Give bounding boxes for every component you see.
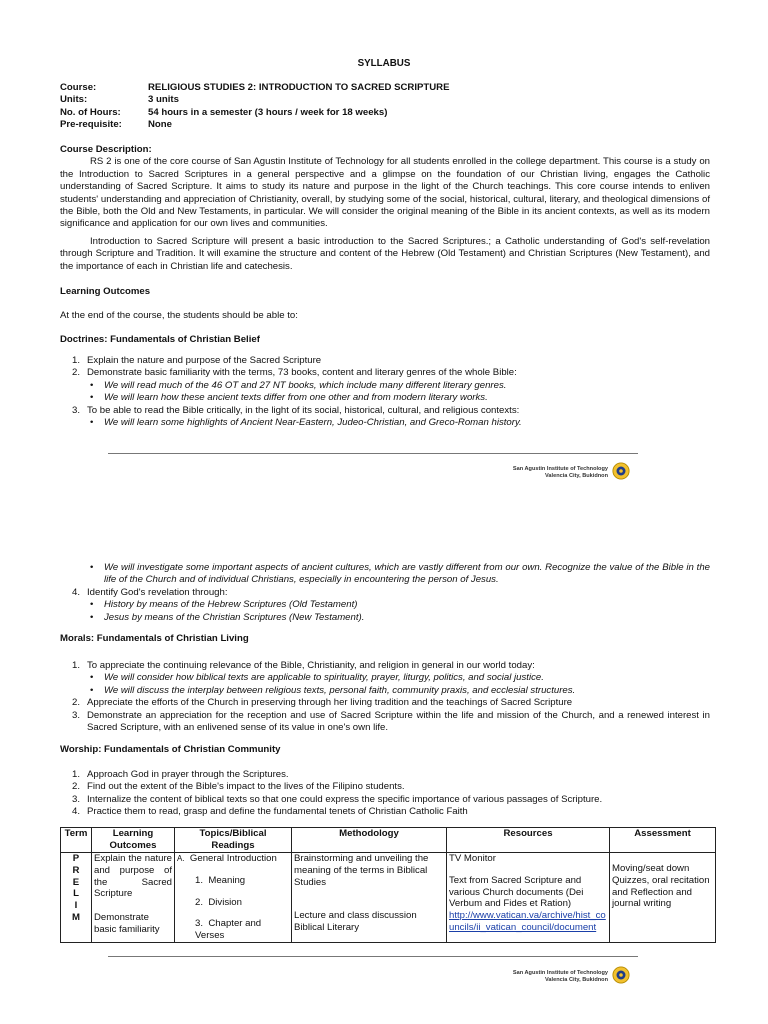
- list-item-text: Find out the extent of the Bible's impact to the lives of the Filipino students.: [87, 781, 405, 793]
- table-header: Topics/Biblical Readings: [175, 828, 292, 853]
- sub-item: • Jesus by means of the Christian Scriptures (New Testament).: [90, 611, 365, 623]
- list-item-text: To appreciate the continuing relevance of the Bible, Christianity, and religion in general in our world today:: [87, 660, 535, 671]
- meta-row-prereq: [60, 119, 720, 131]
- resource-1: TV Monitor: [449, 853, 496, 864]
- sub-item-text: History by means of the Hebrew Scriptures (Old Testament): [104, 599, 358, 611]
- list-item-text: To be able to read the Bible critically, in the light of its social, historical, cultural, and religious contexts:: [87, 404, 520, 416]
- table-header-row: [61, 828, 716, 853]
- table-row: [61, 853, 716, 943]
- meta-value: RELIGIOUS STUDIES 2: INTRODUCTION TO SACRED SCRIPTURE: [148, 82, 450, 93]
- sub-item-text: We will investigate some important aspects of ancient cultures, which are vastly different from our own. Recognize the value of the Bible in the life of the Church and of individual Christians, especially in encountering the person of Jesus.: [104, 562, 710, 586]
- footer-rule: [108, 956, 638, 957]
- footer-institution: [513, 466, 608, 480]
- topic-1: 1. Meaning: [195, 874, 246, 886]
- table-header: Resources: [447, 828, 610, 853]
- topic-a: A. General Introduction: [177, 853, 277, 864]
- sub-item-text: We will consider how biblical texts are applicable to spirituality, prayer, liturgy, politics, and social justice.: [104, 672, 544, 684]
- meta-key: No. of Hours:: [60, 106, 121, 118]
- page-title: SYLLABUS: [357, 58, 411, 69]
- table-header: Methodology: [292, 828, 447, 853]
- list-item: 2. Demonstrate basic familiarity with the terms, 73 books, content and literary genres of the whole Bible:: [72, 367, 517, 379]
- sub-item-text: We will discuss the interplay between religious texts, personal faith, community praxis, and ecclesial structures.: [104, 684, 576, 696]
- resources-cell: [447, 853, 610, 943]
- meta-row-units: [60, 94, 720, 106]
- list-item-text: Appreciate the efforts of the Church in preserving through her living tradition and the teachings of Sacred Scripture: [87, 697, 573, 709]
- sub-item: • We will learn how these ancient texts differ from one other and from modern literary works.: [90, 392, 488, 404]
- course-description-p1: RS 2 is one of the core course of San Agustin Institute of Technology for all students enrolled in the college department. This course is a study on the Introduction to Sacred Scriptures in a general perspective and a glimpse on the foundation of our Christian living, engages the Catholic understanding of Sacred Scripture. It aims to study its nature and purpose in the light of the Church teachings. This core course intends to enliven students' understanding and appreciation of Christianity, overall, by studying some of the social, historical, cultural, literary, and theological dimensions of the Bible, both the Old and New Testaments, in particular. We will consider the original meaning of the Bible in its ancient contexts, as well as its modern significance and application for our own lives and communities.: [60, 156, 710, 230]
- learning-outcomes-intro: At the end of the course, the students should be able to:: [60, 310, 298, 321]
- topic-2: 2. Division: [195, 896, 242, 908]
- topic-3-text: Chapter and Verses: [195, 918, 262, 942]
- list-item-text: Practice them to read, grasp and define the fundamental tenets of Christian Catholic Faith: [87, 806, 468, 818]
- list-item-text: Demonstrate an appreciation for the reception and use of Sacred Scripture within the life and mission of the Church, and a renewed interest in Sacred Scripture, with an enlivened sense of its value in one's own life.: [87, 709, 710, 734]
- method-2: Lecture and class discussion Biblical Literary: [294, 910, 417, 934]
- list-item-text: Identify God's revelation through:: [87, 586, 228, 598]
- worship-list: [60, 769, 710, 819]
- footer-line2: Valencia City, Bukidnon: [545, 473, 608, 479]
- syllabus-table: [60, 827, 716, 943]
- sub-item-text: We will learn some highlights of Ancient Near-Eastern, Judeo-Christian, and Greco-Roman history.: [104, 417, 522, 429]
- worship-heading: Worship: Fundamentals of Christian Community: [60, 744, 281, 755]
- topic-3: 3. Chapter and Verses: [195, 918, 262, 942]
- list-item: 1. Explain the nature and purpose of the Sacred Scripture: [72, 355, 322, 366]
- meta-row-hours: [60, 107, 720, 119]
- resource-link[interactable]: http://www.vatican.va/archive/hist_councils/ii_vatican_council/document: [449, 910, 606, 933]
- sub-item: • We will discuss the interplay between religious texts, personal faith, community praxis, and ecclesial structures.: [90, 684, 576, 696]
- sub-item-text: We will read much of the 46 OT and 27 NT books, which include many different literary genres.: [104, 379, 507, 391]
- topic-2-text: Division: [208, 896, 242, 908]
- list-item: 4. Practice them to read, grasp and define the fundamental tenets of Christian Catholic Faith: [72, 806, 468, 818]
- list-item: 1. To appreciate the continuing relevance of the Bible, Christianity, and religion in general in our world today:: [72, 660, 535, 671]
- doctrines-list-continued: [60, 562, 710, 624]
- course-description: [60, 144, 710, 231]
- outcome-2: Demonstrate basic familiarity: [94, 912, 160, 935]
- term-cell: [61, 853, 92, 943]
- meta-row-course: [60, 82, 720, 94]
- sub-item-text: Jesus by means of the Christian Scriptures (New Testament).: [104, 611, 365, 623]
- meta-value: None: [148, 119, 172, 131]
- footer-institution: [513, 970, 608, 984]
- sub-item: • We will read much of the 46 OT and 27 NT books, which include many different literary genres.: [90, 379, 507, 391]
- school-seal-icon: [612, 966, 630, 984]
- term-text: P R E L I M: [72, 853, 80, 923]
- sub-item: • We will consider how biblical texts are applicable to spirituality, prayer, liturgy, politics, and social justice.: [90, 672, 544, 684]
- sub-item: • History by means of the Hebrew Scriptures (Old Testament): [90, 599, 358, 611]
- learning-outcomes-heading: Learning Outcomes: [60, 286, 151, 297]
- list-item: 2. Appreciate the efforts of the Church in preserving through her living tradition and the teachings of Sacred Scripture: [72, 697, 573, 709]
- outcomes-cell: [92, 853, 175, 943]
- method-1: Brainstorming and unveiling the meaning of the terms in Biblical Studies: [294, 853, 429, 888]
- morals-heading: Morals: Fundamentals of Christian Living: [60, 633, 249, 644]
- meta-value: 54 hours in a semester (3 hours / week for 18 weeks): [148, 106, 388, 118]
- doctrines-heading: Doctrines: Fundamentals of Christian Belief: [60, 334, 260, 345]
- table-header: Learning Outcomes: [92, 828, 175, 853]
- meta-value: 3 units: [148, 94, 179, 106]
- topic-1-text: Meaning: [208, 874, 246, 886]
- table-header: Assessment: [610, 828, 716, 853]
- topics-cell: [175, 853, 292, 943]
- list-item-text: Explain the nature and purpose of the Sacred Scripture: [87, 355, 322, 366]
- topic-a-text: General Introduction: [189, 853, 277, 864]
- course-meta: [60, 82, 720, 132]
- course-description-heading: Course Description:: [60, 144, 152, 155]
- assessment-text: Moving/seat down Quizzes, oral recitation and Reflection and journal writing: [612, 863, 710, 910]
- meta-key: Units:: [60, 94, 88, 106]
- course-description-p2: Introduction to Sacred Scripture will present a basic introduction to the Sacred Scriptures.; a Catholic understanding of God's self-revelation through Scripture and Tradition. It will examine the structure and content of the Hebrew (Old Testament) and Christian Scriptures (New Testament), and the importance of each in Christian life and catechesis.: [60, 236, 710, 272]
- list-item: 1. Approach God in prayer through the Scriptures.: [72, 769, 289, 780]
- sub-item: • We will learn some highlights of Ancient Near-Eastern, Judeo-Christian, and Greco-Roman history.: [90, 417, 522, 429]
- school-seal-icon: [612, 462, 630, 480]
- table-header: Term: [61, 828, 92, 853]
- list-item: 3. To be able to read the Bible critically, in the light of its social, historical, cultural, and religious contexts:: [72, 404, 520, 416]
- list-item-text: Demonstrate basic familiarity with the terms, 73 books, content and literary genres of the whole Bible:: [87, 367, 517, 379]
- list-item-text: Internalize the content of biblical texts so that one could express the specific importance of various passages of Scripture.: [87, 793, 603, 805]
- meta-key: Course:: [60, 82, 97, 93]
- list-item: 2. Find out the extent of the Bible's impact to the lives of the Filipino students.: [72, 781, 405, 793]
- doctrines-list: [60, 355, 710, 429]
- list-item: 3. Internalize the content of biblical texts so that one could express the specific importance of various passages of Scripture.: [72, 793, 603, 805]
- list-item: 3. Demonstrate an appreciation for the reception and use of Sacred Scripture within the life and mission of the Church, and a renewed interest in Sacred Scripture, with an enlivened sense of its value in one's own life.: [72, 709, 710, 734]
- outcome-1: Explain the nature and purpose of the Sacred Scripture: [94, 853, 172, 900]
- footer-line1: San Agustin Institute of Technology: [512, 466, 608, 472]
- resource-2: Text from Sacred Scripture and various Church documents (Dei Verbum and Fides et Ration): [449, 874, 584, 910]
- footer-rule: [108, 453, 638, 454]
- list-item: 4. Identify God's revelation through:: [72, 586, 228, 598]
- footer-line2: Valencia City, Bukidnon: [545, 977, 608, 983]
- morals-list: [60, 660, 710, 734]
- assessment-cell: [610, 853, 716, 943]
- meta-key: Pre-requisite:: [60, 119, 122, 131]
- footer-line1: San Agustin Institute of Technology: [512, 970, 608, 976]
- list-item-text: Approach God in prayer through the Scriptures.: [87, 769, 289, 780]
- sub-item-text: We will learn how these ancient texts differ from one other and from modern literary works.: [104, 392, 488, 404]
- methodology-cell: [292, 853, 447, 943]
- sub-item: • We will investigate some important aspects of ancient cultures, which are vastly different from our own. Recognize the value of the Bible in the life of the Church and of individual Christians, especially in encountering the person of Jesus.: [90, 562, 710, 586]
